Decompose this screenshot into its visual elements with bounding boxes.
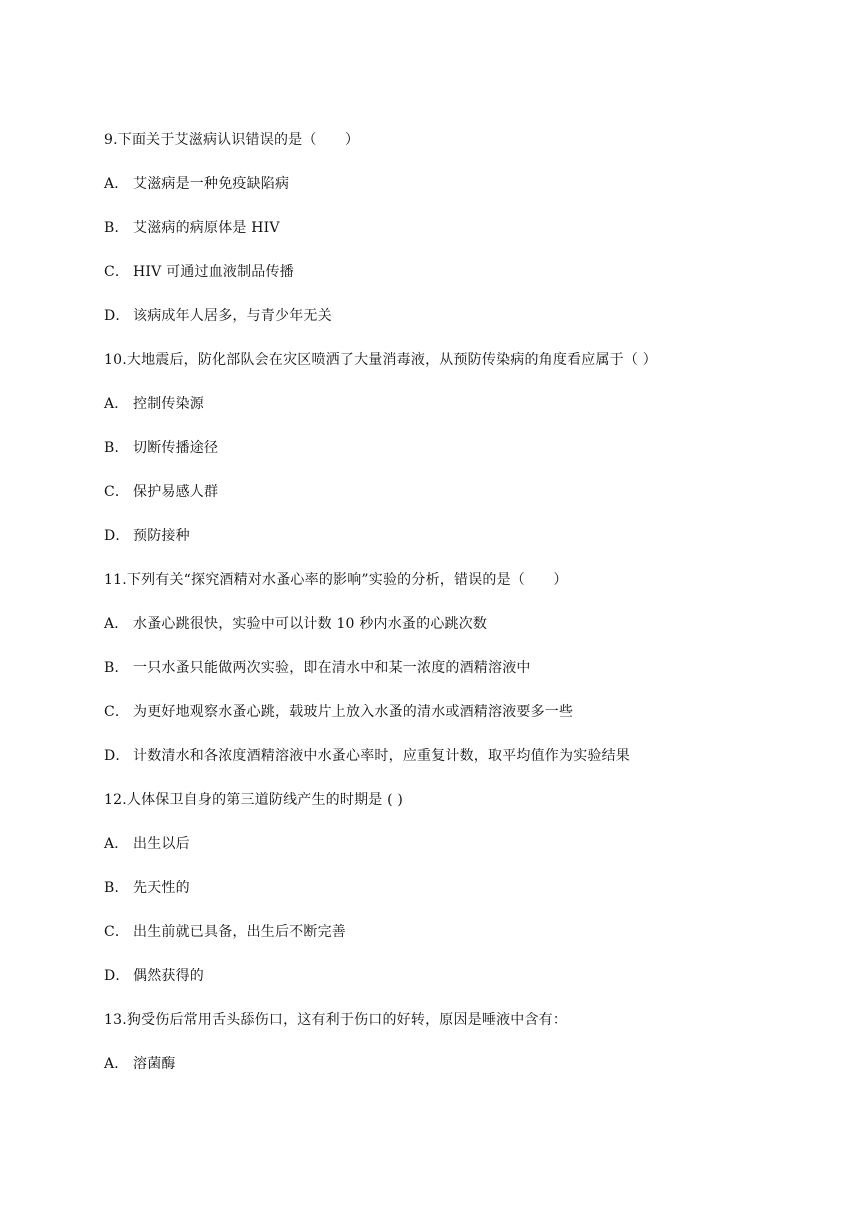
question-12-option-d xyxy=(104,967,204,985)
option-letter: A． xyxy=(104,616,129,632)
option-text: 预防接种 xyxy=(133,528,190,544)
question-10-option-d xyxy=(104,527,190,545)
question-12-option-a xyxy=(104,835,190,853)
question-13-option-a xyxy=(104,1055,176,1073)
option-letter: A． xyxy=(104,1056,129,1072)
option-text: 为更好地观察水蚤心跳，载玻片上放入水蚤的清水或酒精溶液要多一些 xyxy=(133,704,574,720)
option-letter: C． xyxy=(104,704,130,720)
question-13-stem: 13.狗受伤后常用舌头舔伤口，这有利于伤口的好转，原因是唾液中含有： xyxy=(104,1012,568,1028)
option-text: 一只水蚤只能做两次实验，即在清水中和某一浓度的酒精溶液中 xyxy=(133,660,531,676)
option-text: 艾滋病的病原体是 HIV xyxy=(133,220,280,236)
question-10-option-c xyxy=(104,483,218,501)
option-text: 切断传播途径 xyxy=(133,440,219,456)
question-11-option-a xyxy=(104,615,487,633)
question-9-option-d xyxy=(104,307,332,325)
option-text: HIV 可通过血液制品传播 xyxy=(133,264,294,280)
question-12-option-b xyxy=(104,879,190,897)
option-text: 出生以后 xyxy=(133,836,190,852)
question-10-stem: 10.大地震后，防化部队会在灾区喷洒了大量消毒液，从预防传染病的角度看应属于（ ） xyxy=(104,352,657,368)
question-10-option-a xyxy=(104,395,204,413)
option-text: 偶然获得的 xyxy=(133,968,204,984)
option-letter: D． xyxy=(104,308,130,324)
option-text: 控制传染源 xyxy=(133,396,204,412)
question-9-option-b xyxy=(104,219,280,237)
option-letter: B． xyxy=(104,660,129,676)
option-text: 计数清水和各浓度酒精溶液中水蚤心率时，应重复计数，取平均值作为实验结果 xyxy=(133,748,630,764)
question-12-stem: 12.人体保卫自身的第三道防线产生的时期是 ( ) xyxy=(104,792,404,808)
option-letter: B． xyxy=(104,440,129,456)
option-letter: A． xyxy=(104,396,129,412)
option-letter: A． xyxy=(104,836,129,852)
option-letter: B． xyxy=(104,880,129,896)
option-text: 保护易感人群 xyxy=(133,484,219,500)
question-9-option-c xyxy=(104,263,294,281)
option-text: 艾滋病是一种免疫缺陷病 xyxy=(133,176,290,192)
question-9-stem: 9.下面关于艾滋病认识错误的是（ ） xyxy=(104,132,360,148)
option-text: 该病成年人居多，与青少年无关 xyxy=(133,308,332,324)
option-letter: C． xyxy=(104,924,130,940)
option-letter: D． xyxy=(104,528,130,544)
option-letter: C． xyxy=(104,264,130,280)
question-12-option-c xyxy=(104,923,346,941)
option-text: 溶菌酶 xyxy=(133,1056,176,1072)
option-letter: D． xyxy=(104,748,130,764)
question-11-option-c xyxy=(104,703,573,721)
option-letter: D． xyxy=(104,968,130,984)
question-11-option-b xyxy=(104,659,531,677)
option-text: 水蚤心跳很快，实验中可以计数 10 秒内水蚤的心跳次数 xyxy=(133,616,488,632)
question-10-option-b xyxy=(104,439,218,457)
option-letter: C． xyxy=(104,484,130,500)
question-9-option-a xyxy=(104,175,289,193)
option-text: 出生前就已具备，出生后不断完善 xyxy=(133,924,346,940)
option-letter: B． xyxy=(104,220,129,236)
question-11-stem: 11.下列有关“探究酒精对水蚤心率的影响”实验的分析，错误的是（ ） xyxy=(104,572,568,588)
option-letter: A． xyxy=(104,176,129,192)
option-text: 先天性的 xyxy=(133,880,190,896)
question-11-option-d xyxy=(104,747,630,765)
